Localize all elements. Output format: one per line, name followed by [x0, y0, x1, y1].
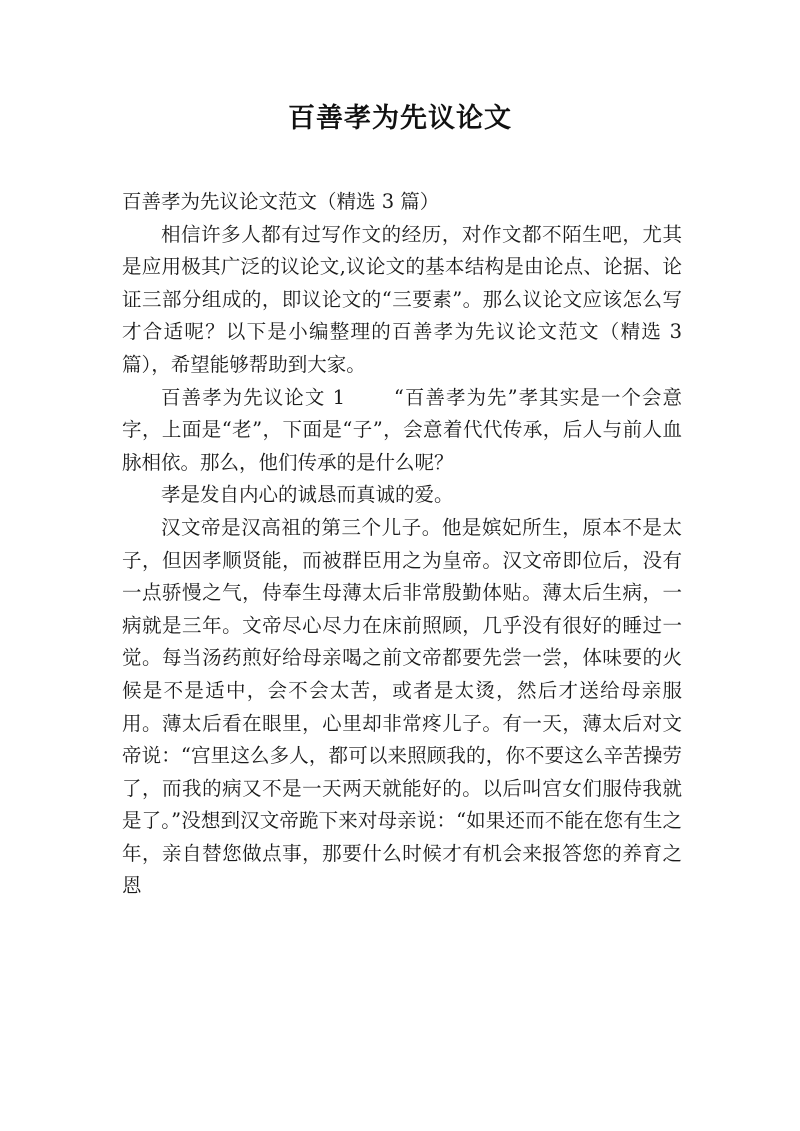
document-body — [122, 186, 682, 903]
paragraph-filial-love: 孝是发自内心的诚恳而真诚的爱。 — [161, 483, 454, 507]
document-title: 百善孝为先议论文 — [288, 103, 512, 134]
document-subtitle: 百善孝为先议论文范文（精选 3 篇） — [122, 190, 440, 213]
paragraph-emperor-wen: 汉文帝是汉高祖的第三个儿子。他是嫔妃所生，原本不是太子，但因孝顺贤能，而被群臣用之为皇帝。汉文帝即位后，没有一点骄慢之气，侍奉生母薄太后非常殷勤体贴。薄太后生病，一病就是三年。文帝尽心尽力在床前照顾，几乎没有很好的睡过一觉。每当汤药煎好给母亲喝之前文帝都要先尝一尝，体味要的火候是不是适中，会不会太苦，或者是太烫，然后才送给母亲服用。薄太后看在眼里，心里却非常疼儿子。有一天，薄太后对文帝说：“宫里这么多人，都可以来照顾我的，你不要这么辛苦操劳了，而我的病又不是一天两天就能好的。以后叫宫女们服侍我就是了。”没想到汉文帝跪下来对母亲说：“如果还而不能在您有生之年，亲自替您做点事，那要什么时候才有机会来报答您的养育之恩 — [122, 515, 682, 898]
section1-paragraph — [122, 382, 682, 480]
section1-heading: 百善孝为先议论文 1 — [161, 385, 346, 409]
section1-lead: “百善孝为先”孝其实是一个会意字，上面是“老”，下面是“子”，会意着代代传承，后人与前人血脉相依。那么，他们传承的是什么呢？ — [122, 385, 682, 474]
intro-paragraph: 相信许多人都有过写作文的经历，对作文都不陌生吧，尤其是应用极其广泛的议论文,议论文的基本结构是由论点、论据、论证三部分组成的，即议论文的“三要素”。那么议论文应该怎么写才合适呢？以下是小编整理的百善孝为先议论文范文（精选 3 篇），希望能够帮助到大家。 — [122, 222, 682, 376]
